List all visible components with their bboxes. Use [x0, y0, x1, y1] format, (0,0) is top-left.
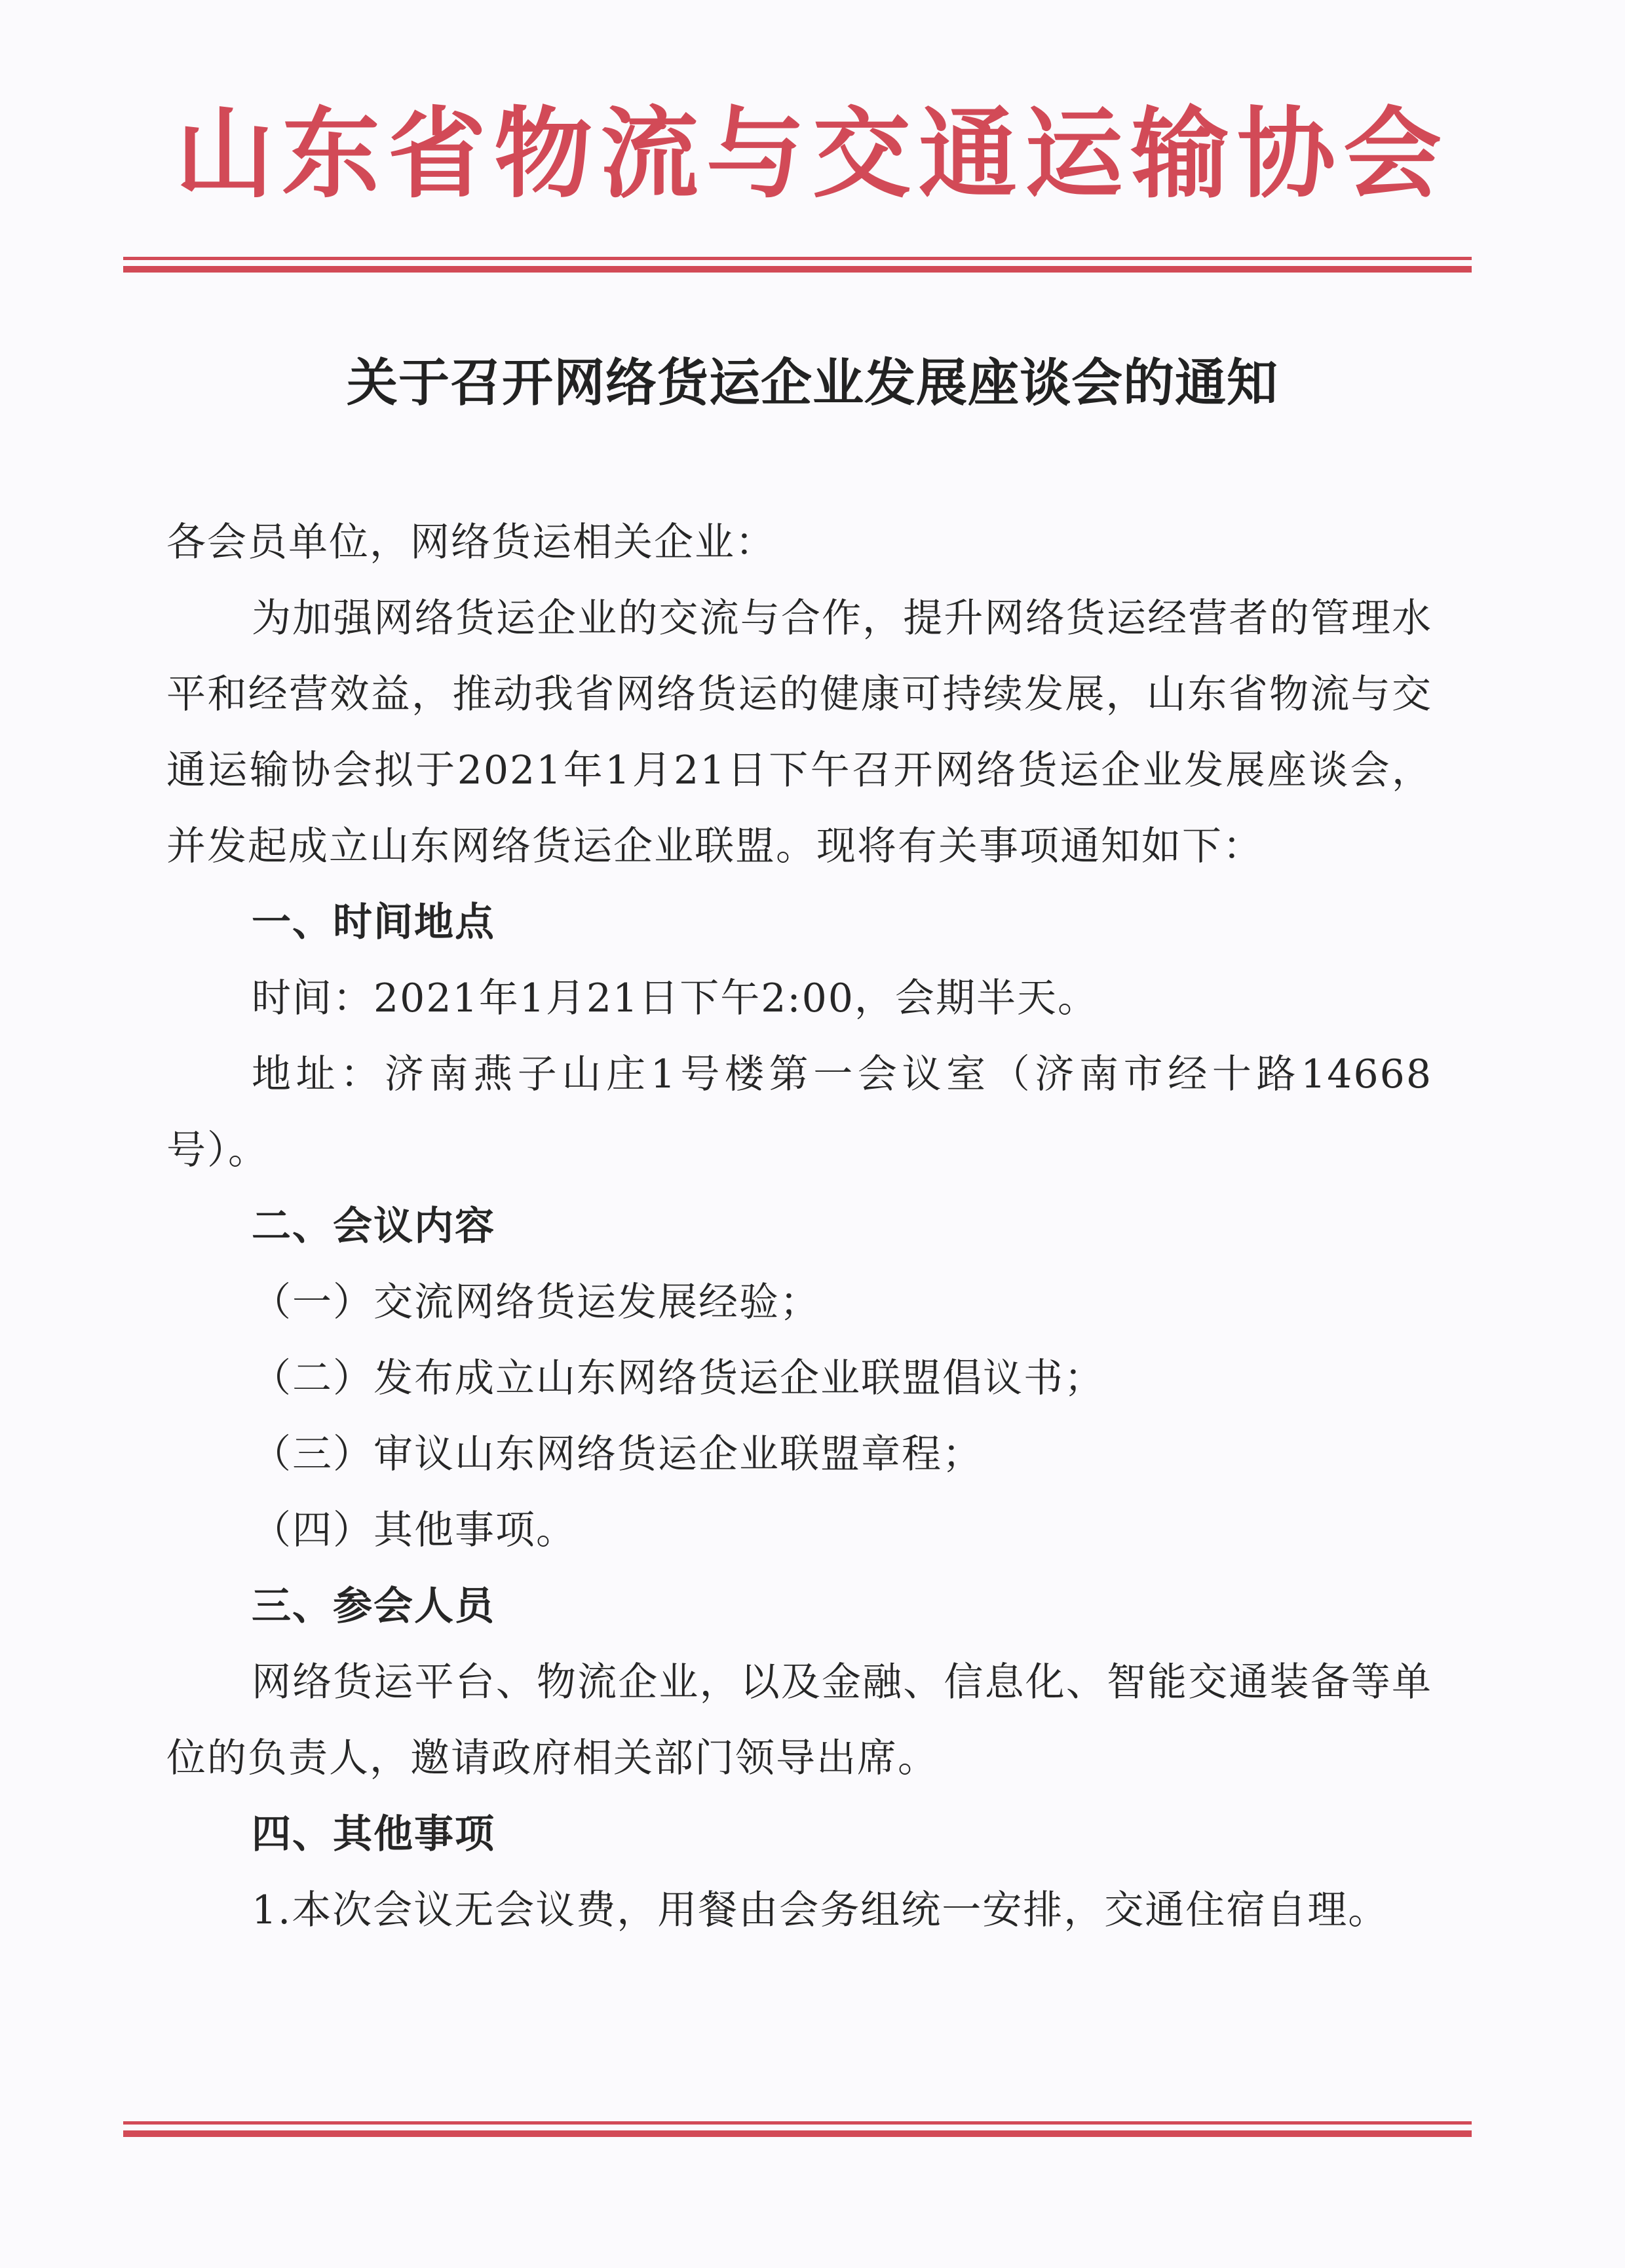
section-line: 地址：济南燕子山庄1号楼第一会议室（济南市经十路14668号）。 [166, 1051, 1432, 1173]
section-heading: 一、时间地点 [252, 899, 495, 945]
section-line: 网络货运平台、物流企业，以及金融、信息化、智能交通装备等单位的负责人，邀请政府相关部门领导出席。 [166, 1659, 1432, 1781]
section-line: （二）发布成立山东网络货运企业联盟倡议书； [252, 1355, 1105, 1401]
section-line: 1.本次会议无会议费，用餐由会务组统一安排，交通住宿自理。 [252, 1887, 1389, 1933]
section-line: （三）审议山东网络货运企业联盟章程； [252, 1431, 983, 1477]
header-rule-thick [123, 266, 1472, 273]
section-heading: 三、参会人员 [252, 1583, 495, 1629]
section-line: （四）其他事项。 [252, 1507, 577, 1553]
section-heading: 二、会议内容 [252, 1203, 495, 1249]
section-heading: 四、其他事项 [252, 1811, 495, 1857]
document-title: 关于召开网络货运企业发展座谈会的通知 [346, 354, 1278, 413]
salutation: 各会员单位，网络货运相关企业： [166, 520, 776, 565]
footer-rule-thick [123, 2130, 1472, 2137]
intro-paragraph: 为加强网络货运企业的交流与合作，提升网络货运经营者的管理水平和经营效益，推动我省网络货运的健康可持续发展，山东省物流与交通运输协会拟于2021年1月21日下午召开网络货运企业发展座谈会，并发起成立山东网络货运企业联盟。现将有关事项通知如下： [166, 595, 1432, 869]
section-line: 时间：2021年1月21日下午2:00，会期半天。 [252, 975, 1098, 1021]
header-rule-thin [123, 257, 1472, 260]
footer-rule-thin [123, 2121, 1472, 2125]
document-body [166, 504, 1432, 1948]
org-letterhead: 山东省物流与交通运输协会 [175, 96, 1449, 212]
section-line: （一）交流网络货运发展经验； [252, 1279, 820, 1325]
